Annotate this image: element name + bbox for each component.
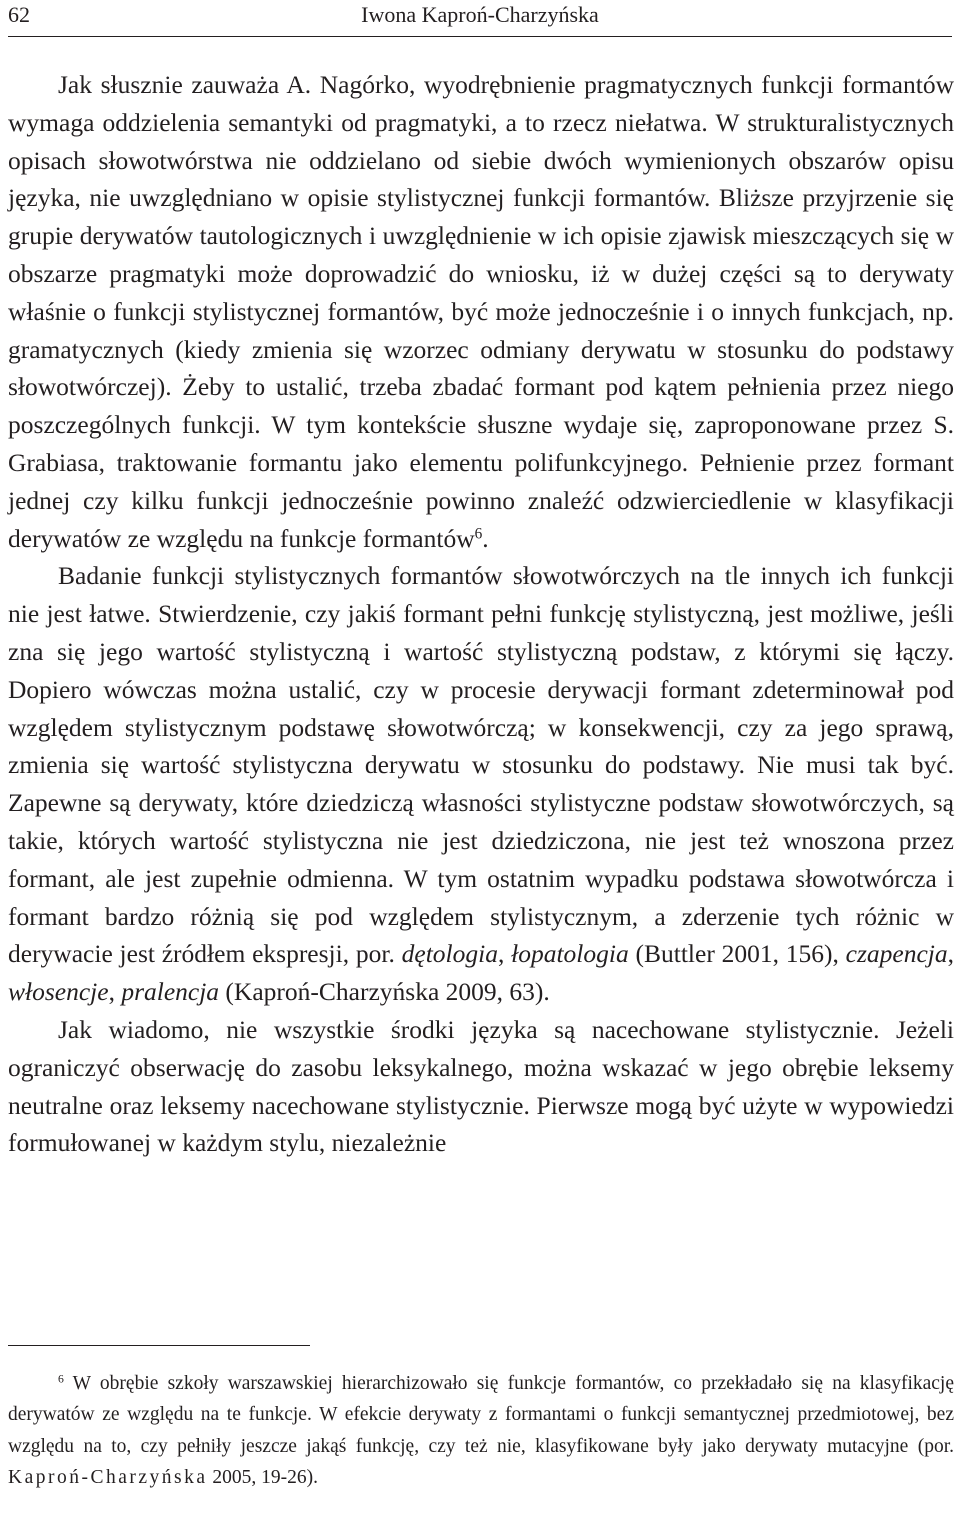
footnote-marker: 6	[58, 1372, 64, 1386]
running-head: Iwona Kaproń-Charzyńska	[361, 2, 599, 27]
text-run: W obrębie szkoły warszawskiej hierarchizowało się funkcje formantów, co przekładało się na klasyfikację derywatów ze względu na te funkcje. W efekcie derywaty z formantami o funkcji semantycznej przedmiotowej, bez względu na to, czy pełniły jeszcze jakąś funkcję, czy też nie, klasyfikowane były jako derywaty mutacyjne (por.	[8, 1373, 954, 1457]
footnote	[8, 1368, 954, 1493]
body-text	[8, 66, 954, 1162]
cited-author: Kaproń-Charzyńska	[8, 1466, 208, 1488]
paragraph	[8, 1011, 954, 1162]
text-run: ,	[108, 977, 122, 1007]
text-run: ,	[497, 939, 512, 969]
page-header	[8, 0, 952, 37]
page-number: 62	[8, 2, 30, 27]
text-run: Badanie funkcji stylistycznych formantów słowotwórczych na tle innych ich funkcji nie jest łatwe. Stwierdzenie, czy jakiś formant pełni funkcję stylistyczną, jest możliwe, jeśli zna się jego wartość stylistyczną i wartość stylistyczną podstaw, z którymi się łączy. Dopiero wówczas można ustalić, czy w procesie derywacji formant zdeterminował pod względem stylistycznym podstawę słowotwórczą; w konsekwencji, czy za jego sprawą, zmienia się wartość stylistyczna derywatu w stosunku do podstawy. Nie musi tak być. Zapewne są derywaty, które dziedziczą własności stylistyczne podstaw słowotwórczych, są takie, których wartość stylistyczna nie jest dziedziczona, nie jest też wnoszona przez formant, ale jest zupełnie odmienna. W tym ostatnim wypadku podstawa słowotwórcza i formant bardzo różnią się pod względem stylistycznym, a zderzenie tych różnic w derywacie jest źródłem ekspresji, por.	[8, 561, 954, 969]
paragraph	[8, 557, 954, 1011]
italic-term: pralencja	[121, 977, 220, 1007]
text-run: 2005, 19-26).	[207, 1466, 319, 1488]
footnote-separator	[8, 1345, 310, 1346]
text-run: (Kaproń-Charzyńska 2009, 63).	[219, 977, 550, 1007]
footnotes	[8, 1368, 954, 1493]
italic-term: dętologia	[401, 939, 498, 969]
text-run: .	[482, 523, 489, 553]
text-run: (Buttler 2001, 156),	[628, 939, 846, 969]
footnote-marker: 6	[474, 525, 483, 543]
text-run: Jak wiadomo, nie wszystkie środki języka są nacechowane stylistycznie. Jeżeli ograniczyć obserwację do zasobu leksykalnego, można wskazać w jego obrębie leksemy neutralne oraz leksemy nacechowane stylistycznie. Pierwsze mogą być użyte w wypowiedzi formułowanej w każdym stylu, niezależnie	[8, 1014, 954, 1158]
text-run: ,	[947, 939, 955, 969]
paragraph	[8, 66, 954, 557]
italic-term: łopatologia	[511, 939, 629, 969]
italic-term: czapencja	[845, 939, 948, 969]
text-run: Jak słusznie zauważa A. Nagórko, wyodrębnienie pragmatycznych funkcji formantów wymaga oddzielenia semantyki od pragmatyki, a to rzecz niełatwa. W strukturalistycznych opisach słowotwórstwa nie oddzielano od siebie dwóch wymienionych obszarów opisu języka, nie uwzględniano w opisie stylistycznej funkcji formantów. Bliższe przyjrzenie się grupie derywatów tautologicznych i uwzględnienie w ich opisie zjawisk mieszczących się w obszarze pragmatyki może doprowadzić do wniosku, iż w dużej części są to derywaty właśnie o funkcji stylistycznej formantów, być może jednocześnie i o innych funkcjach, np. gramatycznych (kiedy zmienia się wzorzec odmiany derywatu w stosunku do podstawy słowotwórczej). Żeby to ustalić, trzeba zbadać formant pod kątem pełnienia przez niego poszczególnych funkcji. W tym kontekście słuszne wydaje się, zaproponowane przez S. Grabiasa, traktowanie formantu jako elementu polifunkcyjnego. Pełnienie przez formant jednej czy kilku funkcji jednocześnie powinno znaleźć odzwierciedlenie w klasyfikacji derywatów ze względu na funkcje formantów	[8, 70, 954, 553]
italic-term: włosencje	[8, 977, 109, 1007]
